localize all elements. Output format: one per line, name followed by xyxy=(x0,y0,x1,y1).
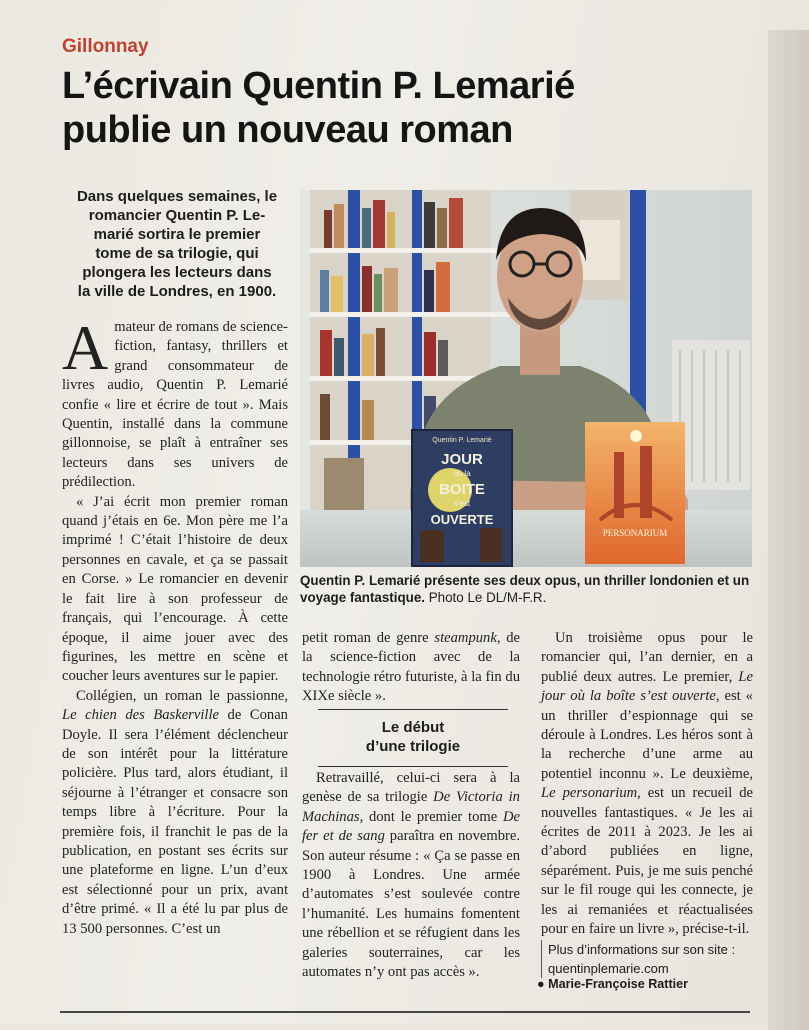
lead-line: plongera les lecteurs dans xyxy=(82,264,272,281)
paragraph-text: , est un recueil de nouvelles fantastiques. « Je les ai écrites de 2011 à 2023. Je les ai d’abord publiées en ligne, séparément. Puis, je me suis penché sur le fil rouge qui les connecte, je les ai remaniées et réactualisées pour en faire un livre », précise-t-il. xyxy=(541,785,753,938)
website-link[interactable]: quentinplemarie.com xyxy=(548,961,669,976)
lead-paragraph xyxy=(62,187,292,301)
book-title: De fer et de sang xyxy=(302,808,520,845)
headline-line: L’écrivain Quentin P. Lemarié xyxy=(62,65,575,107)
subheading-line: Le début xyxy=(381,719,445,736)
info-label: Plus d’informations sur son site : xyxy=(548,942,736,957)
paragraph-text: , dont le premier tome xyxy=(359,808,503,825)
lead-line: marié sortira le premier xyxy=(93,226,261,243)
paragraph xyxy=(62,687,288,939)
subheading-line: d’une trilogie xyxy=(365,738,461,755)
book1-title-line: OUVERTE xyxy=(430,512,494,527)
book1-title-line: s'est xyxy=(453,499,471,508)
paragraph-text: , de la science-fiction avec de la technologie rétro futuriste, à la fin du XIXe siècle ». xyxy=(302,630,520,705)
paragraph-text: , est « un thriller d’espionnage qui se déroule à Londres. Les héros sont à la recherche d’une arme au potentiel inconnu ». Le deuxième, xyxy=(541,688,753,782)
paragraph-text: petit roman de genre xyxy=(302,630,435,646)
book1-title-line: BOITE xyxy=(439,481,485,498)
book2-title: PERSONARIUM xyxy=(602,528,668,538)
photo-credit: Photo Le DL/M-F.R. xyxy=(425,590,547,605)
paragraph xyxy=(302,629,520,707)
drop-cap: A xyxy=(62,312,109,383)
lead-line: Dans quelques semaines, le xyxy=(76,188,278,205)
section-kicker: Gillonnay xyxy=(62,36,149,57)
paragraph: « J’ai écrit mon premier roman quand j’étais en 6e. Mon père me l’a imprimé ! C’était l’histoire de deux personnes en cavale, et ça se passait en Corse. » Le romancier en devenir le fait lire à son professeur de français, qui l’encourage. À cette époque, il aime jouer avec des figurines, les mettre en scène et coucher leurs aventures sur le papier. xyxy=(62,493,288,685)
article-column-1 xyxy=(62,312,288,939)
book1-title-line: où la xyxy=(453,469,471,478)
bottom-divider xyxy=(60,1011,750,1013)
lead-line: tome de sa trilogie, qui xyxy=(95,245,259,262)
book1-author: Quentin P. Lemarié xyxy=(432,437,492,444)
genre-term: steampunk xyxy=(434,630,497,646)
paragraph-text: Collégien, un roman le passionne, xyxy=(76,687,288,704)
headline-line: publie un nouveau roman xyxy=(62,109,513,151)
paragraph xyxy=(541,629,753,940)
info-box xyxy=(541,940,756,978)
section-subheading xyxy=(318,709,508,767)
photo-illustration xyxy=(300,190,752,567)
headline xyxy=(62,64,702,152)
paragraph xyxy=(302,769,520,982)
paragraph-text: Un troisième opus pour le romancier qui, l’an dernier, en a publié deux autres. Le premier, xyxy=(541,630,753,685)
article-photo xyxy=(300,190,752,567)
article-column-3 xyxy=(541,629,753,940)
series-title: De Victoria in Machinas xyxy=(302,789,520,825)
photo-caption xyxy=(300,572,760,606)
author-byline: ● Marie-Françoise Rattier xyxy=(537,977,689,991)
paragraph-text: mateur de romans de science-fiction, fantasy, thrillers et grand consommateur de livres audio, Quentin P. Lemarié confie « lire et écrire de tout ». Mais Quentin, installé dans la commune gillonnoise, se plaît à entraîner ses lecteurs dans ses univers de prédilection. xyxy=(62,319,288,491)
article-body-block xyxy=(302,769,520,982)
lead-line: la ville de Londres, en 1900. xyxy=(77,283,277,300)
author-name: Marie-Françoise Rattier xyxy=(548,977,689,991)
paragraph xyxy=(62,312,288,493)
book-title: Le personarium xyxy=(541,785,638,802)
lead-line: romancier Quentin P. Le- xyxy=(88,207,266,224)
paragraph-text: Retravaillé, celui-ci sera à la genèse de sa trilogie xyxy=(302,770,520,806)
book-title: Le chien des Baskerville xyxy=(62,707,219,724)
paragraph-text: de Conan Doyle. Il sera l’élément déclencheur de son intérêt pour la littérature policière. Plus tard, alors étudiant, il séjourne à l’étranger et consacre son temps libre à l’écriture. Pour la première fois, il franchit le pas de la publication, en postant ses écrits sur une plateforme en ligne. L’un d’eux est sélectionné pour un prix, avant d’être primé. « Il a été lu par plus de 13 500 personnes. C’est un xyxy=(62,707,288,937)
paragraph-text: paraîtra en novembre. Son auteur résume : « Ça se passe en 1900 à Londres. Une armée d’automates s’est soulevée contre l’humanité. Les humains fomentent une rébellion et se réfugient dans les galeries souterraines, car les automates n’y ont pas accès ». xyxy=(302,828,520,981)
adjacent-page-edge xyxy=(768,30,809,1030)
book-title: Le jour où la boîte s’est ouverte xyxy=(541,668,753,705)
caption-text: Quentin P. Lemarié présente ses deux opus, un thriller londonien et un voyage fantastique. xyxy=(300,573,750,605)
book1-title-line: JOUR xyxy=(441,451,483,468)
